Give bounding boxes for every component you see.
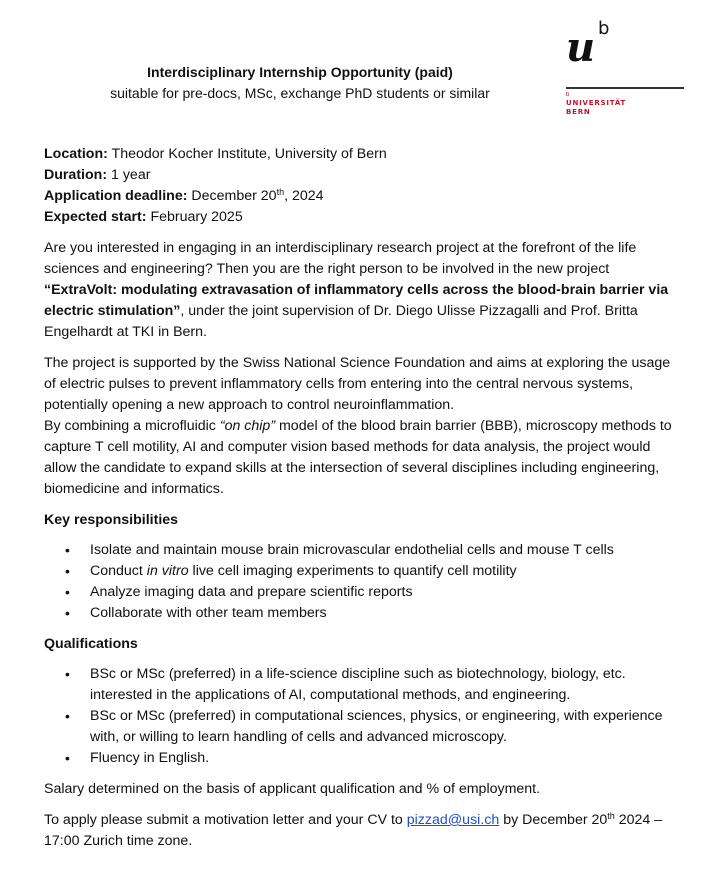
document-header	[0, 62, 600, 104]
qualifications-heading: Qualifications	[44, 636, 138, 652]
meta-start-label: Expected start:	[44, 209, 147, 225]
project-paragraph-2	[44, 416, 674, 500]
meta-location-label: Location:	[44, 146, 108, 162]
logo-wordmark-line2: BERN	[566, 108, 591, 116]
project-title: “ExtraVolt: modulating extravasation of inflammatory cells across the blood-brain barrier via electric stimulation”	[44, 282, 669, 319]
logo-wordmark-line1: UNIVERSITÄT	[566, 99, 627, 107]
page-title: Interdisciplinary Internship Opportunity (paid)	[147, 64, 453, 80]
project-paragraph-1: The project is supported by the Swiss National Science Foundation and aims at exploring the usage of electric pulses to prevent inflammatory cells from entering into the central nervous systems, potentially opening a new approach to control neuroinflammation.	[44, 355, 671, 413]
list-item	[90, 561, 674, 582]
list-item: • BSc or MSc (preferred) in a life-science discipline such as biotechnology, biology, etc. interested in the applications of AI, computational methods, and engineering.	[90, 664, 674, 706]
meta-deadline-label: Application deadline:	[44, 188, 188, 204]
meta-location	[44, 144, 674, 165]
list-item: • Isolate and maintain mouse brain microvascular endothelial cells and mouse T cells	[90, 540, 674, 561]
meta-duration	[44, 165, 674, 186]
meta-deadline-value: December 20	[187, 188, 277, 204]
project-p2-italic: “on chip”	[219, 418, 276, 434]
project-p2-pre: By combining a microfluidic	[44, 418, 220, 434]
list-item-italic: in vitro	[146, 563, 189, 579]
responsibilities-list	[44, 540, 674, 624]
apply-text-post: 2024 – 17:00 Zurich time zone.	[44, 812, 663, 849]
list-item-text: live cell imaging experiments to quantify cell motility	[188, 563, 517, 579]
intro-text-1: Are you interested in engaging in an interdisciplinary research project at the forefront of the life sciences and engineering? Then you are the right person to be involved in the new project	[44, 240, 637, 277]
apply-text-mid: by December 20	[499, 812, 608, 828]
meta-start-value: February 2025	[146, 209, 243, 225]
apply-sup: th	[607, 811, 615, 821]
project-p2-post: model of the blood brain barrier (BBB), microscopy methods to capture T cell motility, AI and computer vision based methods for data analysis, the project would allow the candidate to expand skills at the intersection of several disciplines including engineering, biomedicine and informatics.	[44, 418, 672, 497]
intro-text-2: , under the joint supervision of Dr. Diego Ulisse Pizzagalli and Prof. Britta Engelhardt at TKI in Bern.	[44, 303, 638, 340]
logo-small-b: b	[566, 92, 570, 98]
email-link[interactable]: pizzad@usi.ch	[406, 812, 500, 828]
meta-start	[44, 207, 674, 228]
responsibilities-heading: Key responsibilities	[44, 512, 179, 528]
document-body	[44, 144, 674, 852]
meta-duration-value: 1 year	[107, 167, 151, 183]
list-item: • BSc or MSc (preferred) in computational sciences, physics, or engineering, with experience with, or willing to learn handling of cells and advanced microscopy.	[90, 706, 674, 748]
list-item: • Fluency in English.	[90, 748, 674, 769]
apply-instructions	[44, 810, 674, 852]
list-item: • Collaborate with other team members	[90, 603, 674, 624]
meta-duration-label: Duration:	[44, 167, 108, 183]
qualifications-list	[44, 664, 674, 769]
salary-note: Salary determined on the basis of applicant qualification and % of employment.	[44, 781, 541, 797]
list-item: • Analyze imaging data and prepare scientific reports	[90, 582, 674, 603]
list-item-text: Conduct	[90, 563, 147, 579]
meta-deadline-sup: th	[276, 187, 285, 197]
apply-text-pre: To apply please submit a motivation letter and your CV to	[44, 812, 407, 828]
meta-block	[44, 144, 674, 228]
logo-mark-b: b	[598, 18, 610, 39]
page-subtitle: suitable for pre-docs, MSc, exchange PhD students or similar	[110, 85, 490, 101]
meta-location-value: Theodor Kocher Institute, University of Bern	[107, 146, 387, 162]
intro-paragraph	[44, 238, 674, 343]
meta-deadline-year: , 2024	[284, 188, 324, 204]
logo-mark-u: u	[566, 24, 596, 71]
meta-deadline	[44, 186, 674, 207]
